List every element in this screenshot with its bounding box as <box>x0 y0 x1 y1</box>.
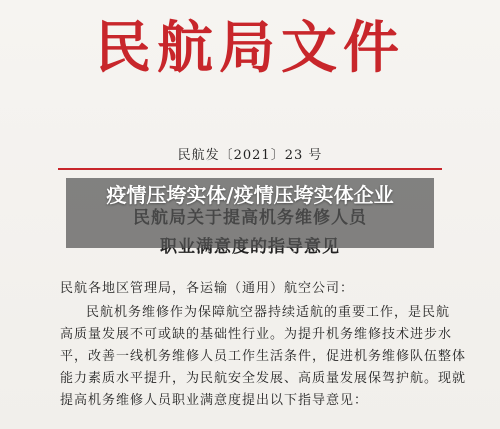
body-paragraph <box>60 302 467 412</box>
paragraph-line: 提高机务维修人员职业满意度提出以下指导意见： <box>60 393 369 408</box>
caption-overlay-text: 疫情压垮实体/疫情压垮实体企业 <box>106 183 394 207</box>
paragraph-line: 民航机务维修作为保障航空器持续适航的重要工作，是民航 <box>86 305 451 320</box>
paragraph-line: 平，改善一线机务维修人员工作生活条件，促进机务维修队伍整体 <box>60 349 467 364</box>
red-divider <box>58 168 442 170</box>
document-header-title: 民航局文件 <box>95 15 405 81</box>
addressee: 民航各地区管理局，各运输（通用）航空公司： <box>60 281 355 296</box>
document-number: 民航发〔2021〕23 号 <box>177 148 323 163</box>
paragraph-line: 高质量发展不可或缺的基础性行业。为提升机务维修技术进步水 <box>60 327 453 342</box>
paragraph-line: 能力素质水平提升，为民航安全发展、高质量发展保驾护航。现就 <box>60 371 467 386</box>
